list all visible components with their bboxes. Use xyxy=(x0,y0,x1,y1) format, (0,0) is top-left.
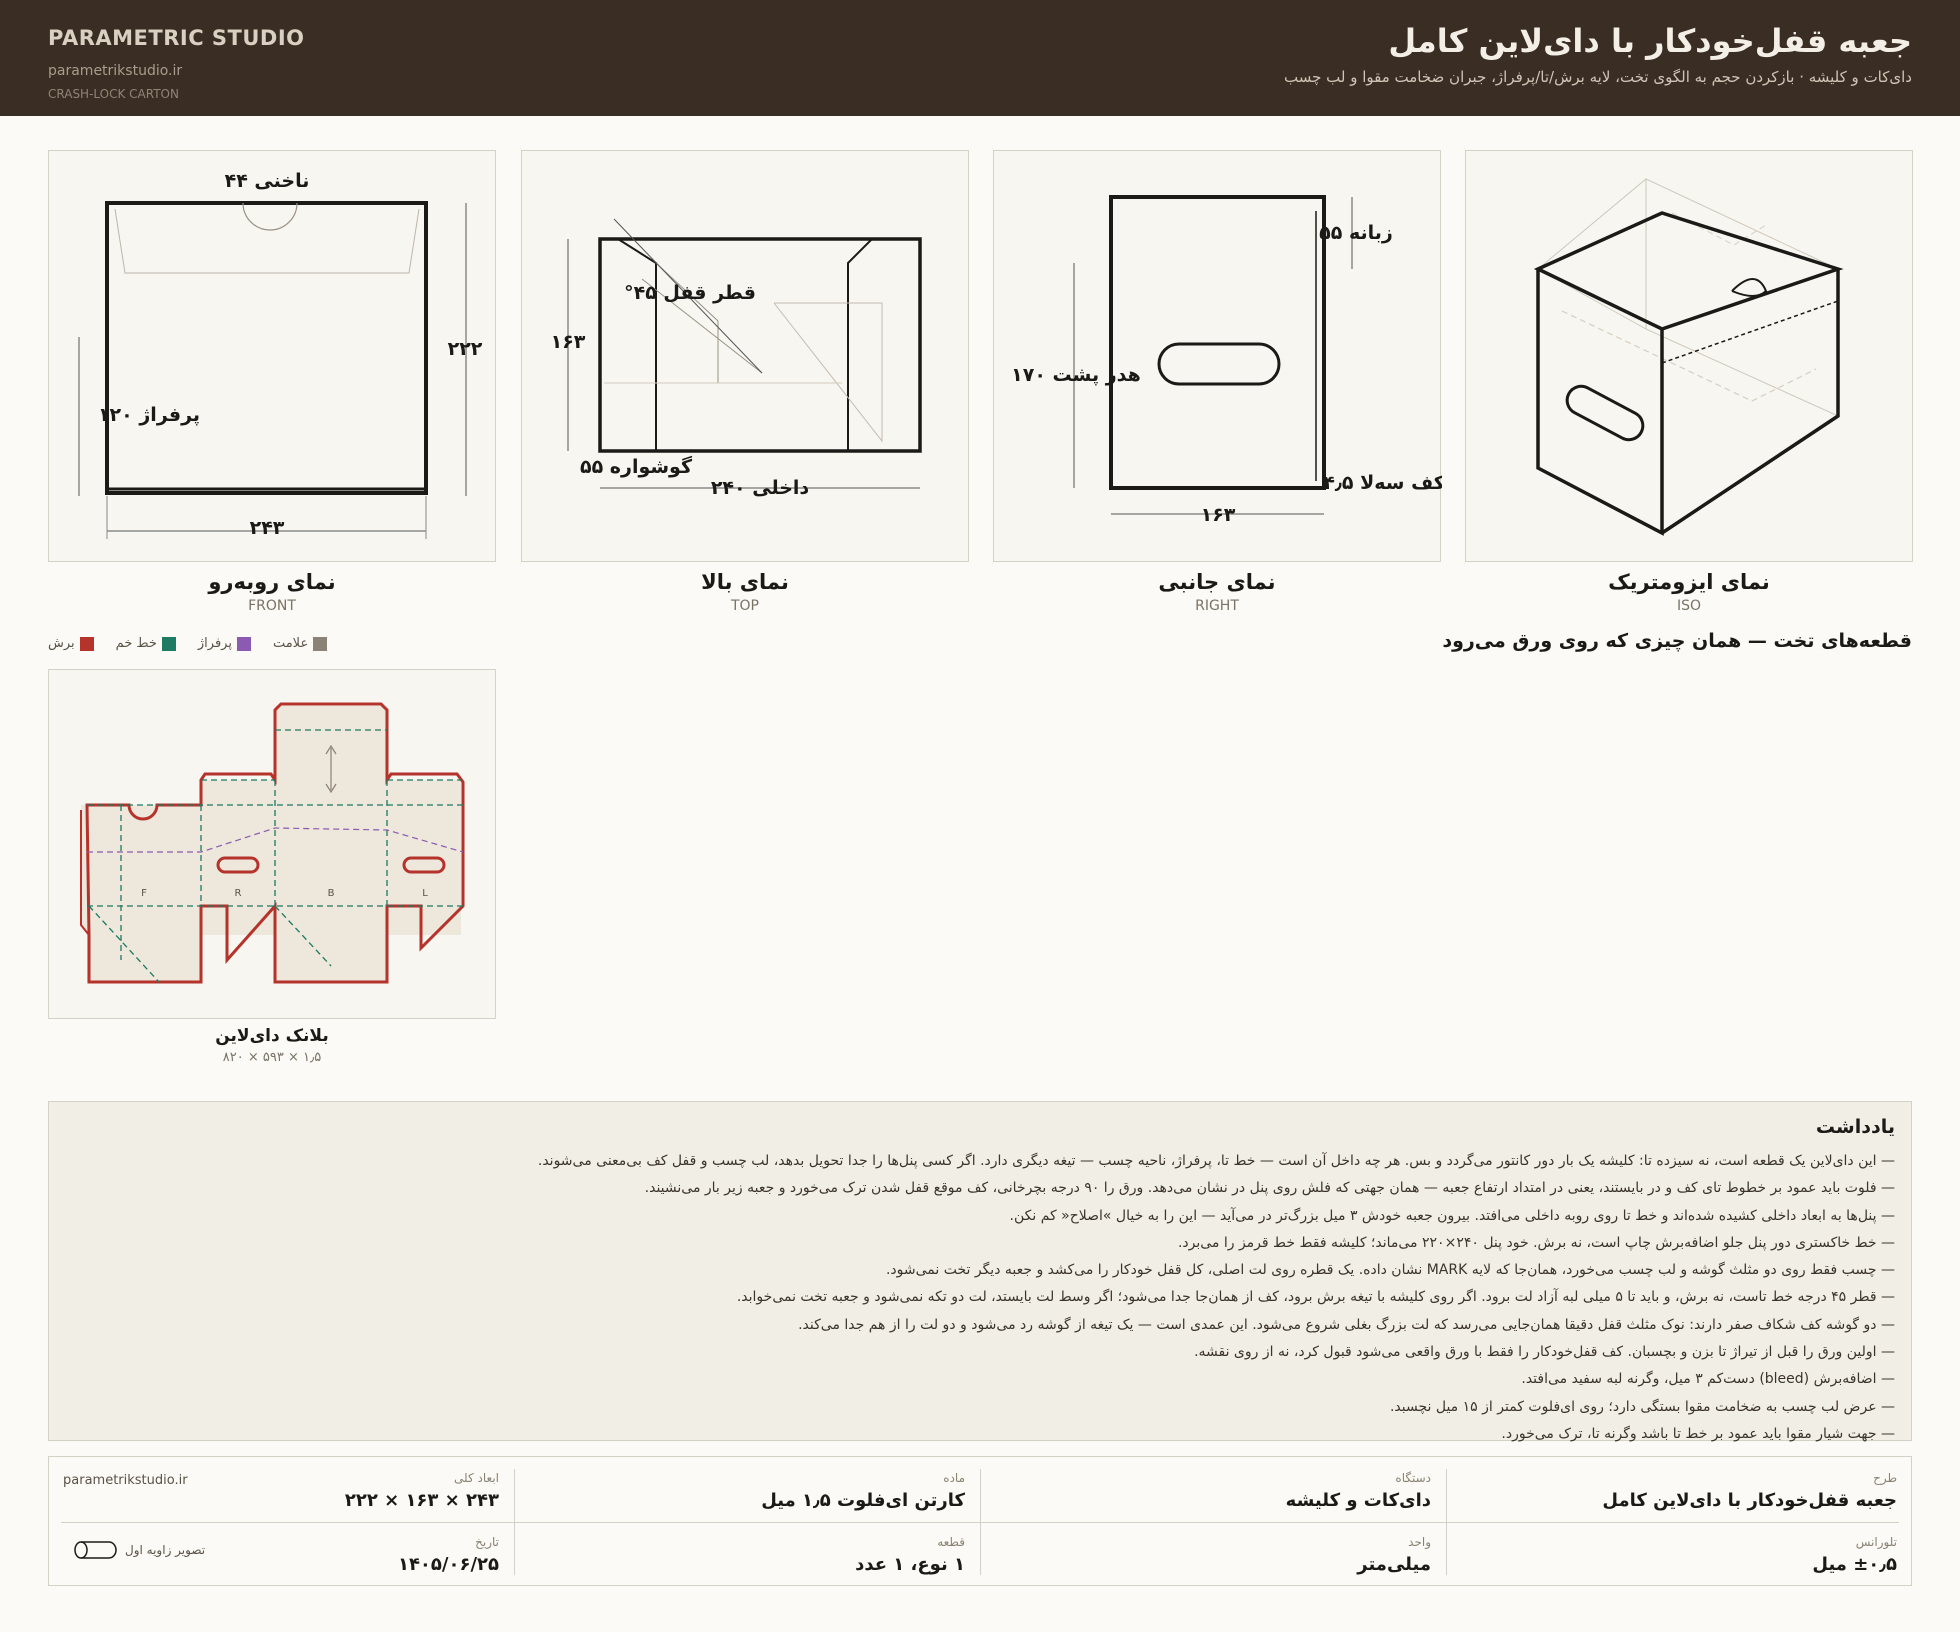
projection-symbol xyxy=(73,1540,205,1560)
dieline-caption xyxy=(48,1026,496,1065)
divider xyxy=(61,1522,1899,1523)
cell-parts-value: ۱ نوع، ۱ عدد xyxy=(855,1554,965,1575)
note-item: — چسب فقط روی دو مثلث گوشه و لب چسب می‌خورد، همان‌جا که لایه MARK نشان داده. یک قطره روی لت اصلی، کل قفل خودکار را می‌کشد و جعبه دیگر تخت نمی‌شود. xyxy=(885,1262,1895,1279)
cell-parts-label: قطعه xyxy=(937,1535,965,1549)
dieline-label-f: F xyxy=(141,888,147,899)
page-title: جعبه قفل‌خودکار با دای‌لاین کامل xyxy=(1388,22,1912,60)
top-view-panel xyxy=(521,150,969,562)
dieline-label-b: B xyxy=(327,888,335,899)
first-angle-projection-icon xyxy=(73,1540,117,1560)
line-legend xyxy=(48,636,327,651)
footer-site[interactable]: parametrikstudio.ir xyxy=(63,1473,188,1488)
cell-design-label: طرح xyxy=(1873,1471,1897,1485)
iso-view-en: ISO xyxy=(1676,598,1702,614)
brand-name: PARAMETRIC STUDIO xyxy=(48,26,305,50)
right-view-caption xyxy=(993,570,1441,614)
legend-label-perf: پرفراژ xyxy=(197,636,232,651)
projection-label: تصویر زاویه اول xyxy=(125,1543,206,1557)
cell-tolerance-label: تلورانس xyxy=(1855,1535,1897,1549)
legend-item-fold xyxy=(116,636,176,651)
right-dim-floor: کف سه‌لا ۴٫۵ xyxy=(1323,472,1442,494)
top-view-drawing xyxy=(522,151,970,563)
top-dim-ear: گوشواره ۵۵ xyxy=(579,456,693,478)
front-dim-height: ۲۲۲ xyxy=(447,338,483,360)
front-view-en: FRONT xyxy=(248,598,296,614)
cell-design xyxy=(1602,1471,1897,1511)
note-item: — این دای‌لاین یک قطعه است، نه سیزده تا: کلیشه یک بار دور کانتور می‌گردد و بس. هر چه داخل آن است — خط تا، پرفراژ، ناحیه چسب — تیغه دیگری دارد. اگر کسی پنل‌ها را جدا تحویل بدهد، لب چسب و قفل کف بی‌معنی می‌شوند. xyxy=(537,1153,1895,1169)
title-bar xyxy=(0,0,1960,116)
note-item: — پنل‌ها به ابعاد داخلی کشیده شده‌اند و خط تا روی روبه داخلی می‌افتد. بیرون جعبه خودش ۳ میل بزرگ‌تر در می‌آید — این را به خیال »اصلاح« کم نکن. xyxy=(1009,1207,1895,1224)
brand-site[interactable]: parametrikstudio.ir xyxy=(48,63,183,79)
note-item: — خط خاکستری دور پنل جلو اضافه‌برش چاپ است، نه برش. خود پنل ۲۴۰×۲۲۰ می‌ماند؛ کلیشه فقط خط قرمز را می‌برد. xyxy=(1177,1234,1895,1251)
cell-overall-value: ۲۴۳ × ۱۶۳ × ۲۲۲ xyxy=(344,1490,499,1511)
notes-title: یادداشت xyxy=(1815,1116,1895,1138)
front-dim-tab: ناخنی ۴۴ xyxy=(224,170,310,192)
legend-label-fold: خط خم xyxy=(115,636,157,651)
top-view-caption xyxy=(521,570,969,614)
top-dim-lock: قطر قفل ۴۵° xyxy=(624,282,756,304)
brand-subtitle: CRASH-LOCK CARTON xyxy=(48,87,179,101)
dieline-title: بلانک دای‌لاین xyxy=(215,1026,329,1046)
front-view-drawing xyxy=(49,151,497,563)
note-item: — اولین ورق را قبل از تیراژ تا بزن و بچسبان. کف قفل‌خودکار را فقط با ورق واقعی می‌شود قبول کرد، نه از روی نقشه. xyxy=(1194,1344,1895,1361)
cell-device-value: دای‌کات و کلیشه xyxy=(1285,1490,1431,1511)
page-description: دای‌کات و کلیشه · بازکردن حجم به الگوی تخت، لایه برش/تا/پرفراژ، جبران ضخامت مقوا و لب چسب xyxy=(1284,68,1912,86)
note-item: — عرض لب چسب به ضخامت مقوا بستگی دارد؛ روی ای‌فلوت کمتر از ۱۵ میل نچسبد. xyxy=(1389,1398,1895,1415)
cell-unit-value: میلی‌متر xyxy=(1357,1554,1431,1575)
right-view-en: RIGHT xyxy=(1195,598,1239,614)
top-view-title: نمای بالا xyxy=(701,570,789,594)
legend-swatch-fold xyxy=(162,637,176,651)
flat-parts-heading: قطعه‌های تخت — همان چیزی که روی ورق می‌رود xyxy=(1442,630,1912,652)
cell-device xyxy=(1286,1471,1431,1511)
legend-item-cut xyxy=(48,636,94,651)
notes-list xyxy=(538,1148,1895,1448)
cell-unit xyxy=(1357,1535,1431,1575)
iso-view-title: نمای ایزومتریک xyxy=(1608,570,1770,594)
cell-date-label: تاریخ xyxy=(475,1535,499,1549)
iso-view-panel xyxy=(1465,150,1913,562)
right-dim-back: هدر پشت ۱۷۰ xyxy=(1011,364,1141,386)
legend-label-mark: علامت xyxy=(272,636,309,651)
cell-date-value: ۱۴۰۵/۰۶/۲۵ xyxy=(397,1554,499,1575)
iso-view-drawing xyxy=(1466,151,1914,563)
note-item: — فلوت باید عمود بر خطوط تای کف و در بایستند، یعنی در امتداد ارتفاع جعبه — همان جهتی که فلش روی پنل در نشان می‌دهد. ورق را ۹۰ درجه بچرخانی، کف موقع قفل شدن ترک می‌خورد و جعبه زیر بار می‌نشیند. xyxy=(644,1180,1895,1197)
right-view-drawing xyxy=(994,151,1442,563)
dieline-panel xyxy=(48,669,496,1019)
front-view-title: نمای روبه‌رو xyxy=(208,570,336,594)
iso-view-caption xyxy=(1465,570,1913,614)
cell-material-label: ماده xyxy=(943,1471,965,1485)
note-item: — جهت شیار مقوا باید عمود بر خط تا باشد وگرنه تا، ترک می‌خورد. xyxy=(1501,1425,1895,1442)
front-dim-perf: پرفراژ ۱۲۰ xyxy=(97,404,201,426)
front-dim-width: ۲۴۳ xyxy=(249,517,285,539)
cell-unit-label: واحد xyxy=(1408,1535,1431,1549)
top-dim-inner: داخلی ۲۴۰ xyxy=(710,477,810,499)
top-dim-depth: ۱۶۳ xyxy=(550,331,586,353)
cell-tolerance xyxy=(1812,1535,1897,1575)
cell-design-value: جعبه قفل‌خودکار با دای‌لاین کامل xyxy=(1602,1490,1897,1511)
dieline-label-l: L xyxy=(422,888,428,899)
note-item: — اضافه‌برش (bleed) دست‌کم ۳ میل، وگرنه لبه سفید می‌افتد. xyxy=(1521,1371,1895,1388)
title-block xyxy=(48,1456,1912,1586)
right-view-panel xyxy=(993,150,1441,562)
cell-overall-label: ابعاد کلی xyxy=(454,1471,499,1485)
cell-overall xyxy=(345,1471,499,1511)
legend-label-cut: برش xyxy=(48,636,75,651)
front-view-panel xyxy=(48,150,496,562)
legend-swatch-cut xyxy=(80,637,94,651)
right-dim-tongue: زبانه ۵۵ xyxy=(1319,222,1393,244)
right-dim-width: ۱۶۳ xyxy=(1200,504,1236,526)
right-view-title: نمای جانبی xyxy=(1158,570,1276,594)
legend-item-perf xyxy=(198,636,251,651)
cell-material-value: کارتن ای‌فلوت ۱٫۵ میل xyxy=(761,1490,965,1511)
note-item: — قطر ۴۵ درجه خط تاست، نه برش، و باید تا ۵ میلی لبه آزاد لت برود. اگر روی کلیشه با تیغه برش برود، کف از همان‌جا جدا می‌شود؛ اگر وسط لت بایستد، لت دو تکه نمی‌شود و جعبه تخت نمی‌خوابد. xyxy=(736,1289,1895,1306)
top-view-en: TOP xyxy=(730,598,759,614)
legend-swatch-mark xyxy=(313,637,327,651)
notes-box xyxy=(48,1101,1912,1441)
cell-parts xyxy=(855,1535,965,1575)
cell-tolerance-value: ±۰٫۵ میل xyxy=(1812,1554,1897,1575)
front-view-caption xyxy=(48,570,496,614)
cell-date xyxy=(398,1535,499,1575)
note-item: — دو گوشه کف شکاف صفر دارند: نوک مثلث قفل دقیقا همان‌جایی می‌رسد که لت بزرگ بغلی شروع می‌شود. این عمدی است — یک تیغه از گوشه رد می‌شود و دو لت را از هم جدا می‌کند. xyxy=(798,1316,1895,1333)
dieline-size: ۸۲۰ × ۵۹۳ × ۱٫۵ xyxy=(222,1050,322,1065)
cell-material xyxy=(761,1471,965,1511)
legend-swatch-perf xyxy=(237,637,251,651)
legend-item-mark xyxy=(273,636,327,651)
dieline-drawing xyxy=(49,670,497,1020)
dieline-label-r: R xyxy=(234,888,242,899)
cell-device-label: دستگاه xyxy=(1395,1471,1431,1485)
